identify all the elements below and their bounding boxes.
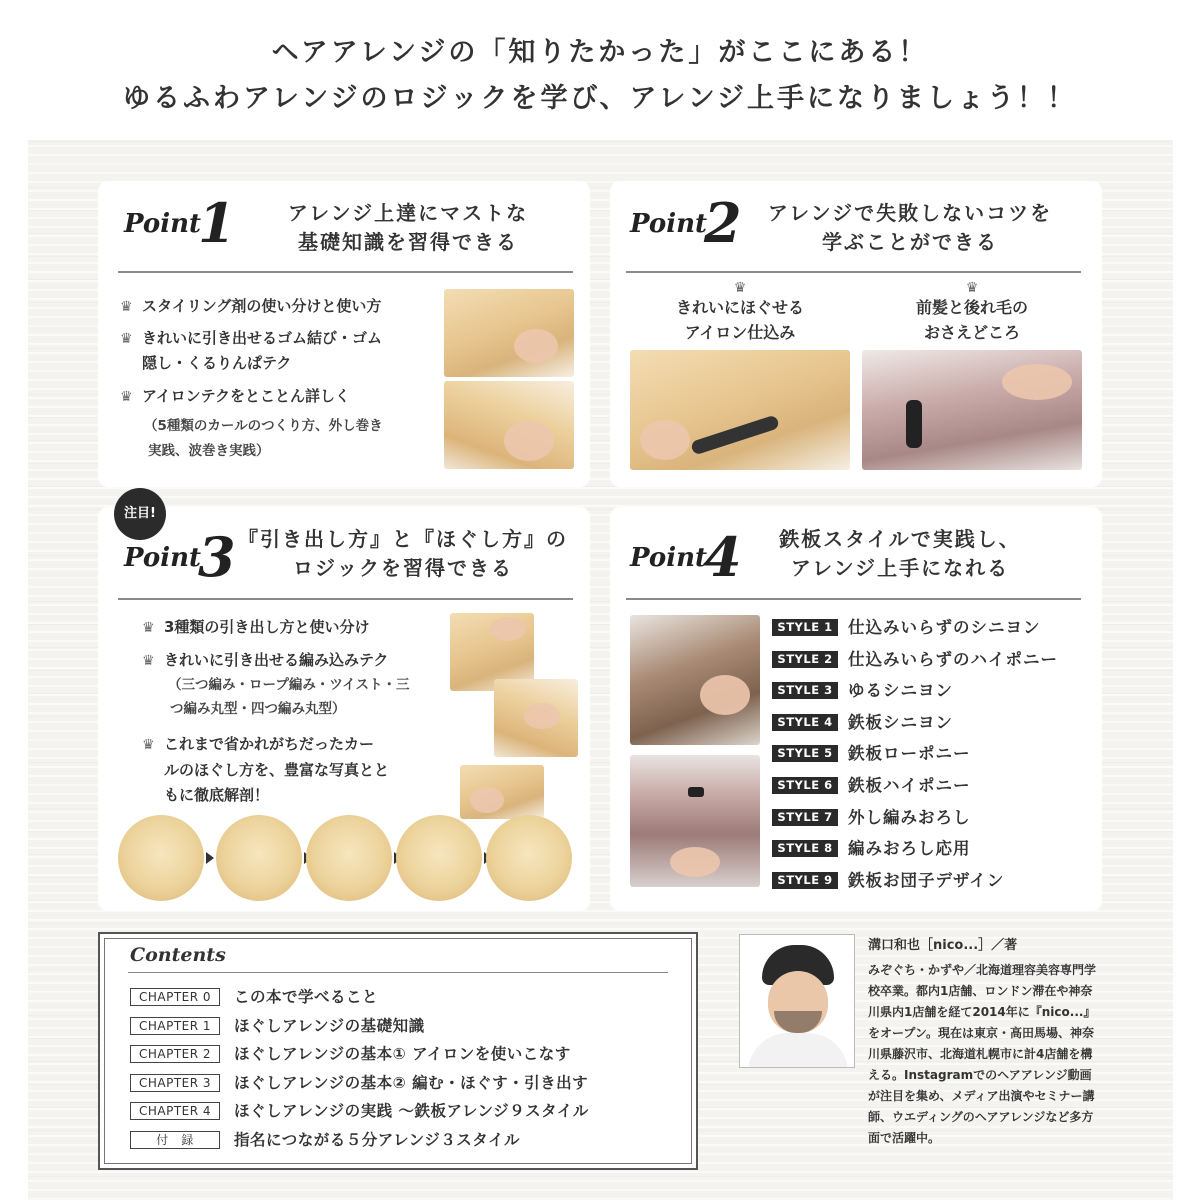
arrow-right-icon [206,852,214,864]
point-3-item-1 [142,615,369,641]
point-2-photo-iron [630,350,850,470]
crown-icon: ♛ [120,331,133,347]
step-photo-4 [396,815,482,901]
hand-shape [640,420,690,460]
point-2-subhead-left [630,281,850,345]
style-tag: STYLE 6 [772,777,838,794]
step-photo-3 [306,815,392,901]
point-4-title [740,525,1060,583]
point-3-rule [118,598,573,600]
hand-shape [514,329,558,363]
point-2-number: 2 [704,191,742,255]
style-tag: STYLE 9 [772,872,838,889]
point-1-note-2: 実践、波巻き実践） [148,443,270,459]
style-tag: STYLE 2 [772,651,838,668]
crown-icon: ♛ [965,280,979,296]
point-3-item-2 [142,648,388,674]
point-1-card [98,181,590,487]
chapter-tag: CHAPTER 2 [130,1045,220,1063]
contents-box [98,932,698,1170]
point-1-item-2-cont: 隠し・くるりんぱテク [142,354,292,372]
contents-title: Contents [130,944,226,966]
point-3-title-line-2: ロジックを習得できる [293,556,513,580]
style-name: 鉄板ローポニー [848,744,971,764]
point-1-photo-ponytail [444,289,574,377]
point-3-note-1: （三つ編み・ロープ編み・ツイスト・三 [168,677,410,693]
point-4-rule [626,598,1081,600]
attention-badge: 注目! [114,488,166,540]
chapter-tag: CHAPTER 1 [130,1017,220,1035]
point-2-subhead-right-line-2: おさえどころ [923,323,1020,342]
point-3-item-3 [142,732,374,758]
style-name: 鉄板シニヨン [848,712,953,732]
point-1-item-3 [120,384,350,410]
crown-icon: ♛ [142,737,155,753]
hand-shape [470,787,504,813]
headline [0,30,1200,122]
point-1-item-2-text: きれいに引き出せるゴム結び・ゴム [142,329,383,347]
author-name: 溝口和也［nico...］／著 [868,938,1018,953]
hand-shape [490,617,526,641]
point-2-subhead-left-line-1: きれいにほぐせる [675,298,804,317]
hand-shape [700,675,750,715]
point-1-item-1 [120,294,381,320]
point-3-item-3-cont-2: もに徹底解剖！ [164,786,270,804]
point-3-item-2-text: きれいに引き出せる編み込みテク [164,651,389,669]
point-1-header [98,181,590,273]
point-1-photo-hands [444,381,574,469]
hand-shape [524,703,560,729]
hand-shape [504,421,554,461]
chapter-name: この本で学べること [234,988,379,1006]
point-1-title [238,199,578,257]
crown-icon: ♛ [142,653,155,669]
style-tag: STYLE 3 [772,682,838,699]
point-3-header [98,507,590,599]
point-3-title [228,525,578,583]
crown-icon: ♛ [733,280,747,296]
point-1-item-3-text: アイロンテクをとことん詳しく [142,387,351,405]
hand-shape [1002,364,1072,400]
point-1-title-line-2: 基礎知識を習得できる [298,230,518,254]
crown-icon: ♛ [142,620,155,636]
chapter-tag: CHAPTER 4 [130,1102,220,1120]
point-1-number: 1 [198,191,236,255]
point-3-item-1-text: 3種類の引き出し方と使い分け [164,618,370,636]
point-3-photo-3 [460,765,544,819]
crown-icon: ♛ [120,299,133,315]
step-photo-1 [118,815,204,901]
point-3-number: 3 [198,525,236,589]
style-tag: STYLE 8 [772,840,838,857]
point-2-title-line-2: 学ぶことができる [822,230,998,254]
style-name: 外し編みおろし [848,807,971,827]
point-4-photo-updo [630,615,760,745]
author-bio: みぞぐち・かずや／北海道理容美容専門学校卒業。都内1店舗、ロンドン滞在や神奈川県内1店舗を経て2014年に『nico...』をオープン。現在は東京・高田馬場、神奈川県藤沢市、北海道札幌市に計4店舗を構える。Instagramでのヘアアレンジ動画が注目を集め、メディア出演やセミナー講師、ウエディングのヘアアレンジなど多方面で活躍中。 [868,963,1097,1145]
step-photo-2 [216,815,302,901]
style-tag: STYLE 4 [772,714,838,731]
chapter-name: ほぐしアレンジの基本① アイロンを使いこなす [234,1045,571,1064]
crown-icon: ♛ [120,389,133,405]
hair-tie-shape [688,787,704,797]
point-3-item-3-cont-1: ルのほぐし方を、豊富な写真とと [164,761,390,779]
contents-rule [128,972,668,973]
point-3-photo-2 [494,679,578,757]
point-3-note-2: つ編み丸型・四つ編み丸型） [170,701,346,717]
point-1-item-1-text: スタイリング剤の使い分けと使い方 [142,297,382,315]
point-3-card [98,507,590,911]
headline-line-2: ゆるふわアレンジのロジックを学び、アレンジ上手になりましょう！！ [122,83,1078,114]
point-2-subhead-left-line-2: アイロン仕込み [684,323,796,342]
point-1-note-1: （5種類のカールのつくり方、外し巻き [144,418,383,434]
style-tag: STYLE 5 [772,745,838,762]
point-2-subhead-right-line-1: 前髪と後れ毛の [915,298,1028,317]
chapter-tag: CHAPTER 0 [130,988,220,1006]
point-1-rule [118,271,573,273]
style-tag: STYLE 1 [772,619,838,636]
point-2-label: Point [630,209,707,239]
chapter-name: ほぐしアレンジの実践 ～鉄板アレンジ９スタイル [234,1102,589,1121]
style-name: 鉄板お団子デザイン [848,870,1005,890]
author-photo [739,934,855,1068]
chapter-tag: CHAPTER 3 [130,1074,220,1092]
style-name: ゆるシニヨン [848,681,953,701]
point-4-header [610,507,1102,599]
author-beard-shape [774,1011,822,1033]
curling-iron-shape [690,414,780,455]
point-3-item-3-text: これまで省かれがちだったカー [164,735,375,753]
hair-clip-shape [906,400,922,448]
point-4-label: Point [630,543,707,573]
point-4-title-line-1: 鉄板スタイルで実践し、 [779,527,1021,551]
point-3-title-line-1: 『引き出し方』と『ほぐし方』の [238,527,568,551]
step-photo-5 [486,815,572,901]
style-name: 仕込みいらずのハイポニー [848,649,1058,669]
point-4-title-line-2: アレンジ上手になれる [790,556,1010,580]
style-name: 編みおろし応用 [848,839,971,859]
point-3-label: Point [124,543,201,573]
chapter-name: 指名につながる５分アレンジ３スタイル [234,1131,520,1149]
point-2-title-line-1: アレンジで失敗しないコツを [767,201,1053,225]
chapter-name: ほぐしアレンジの基礎知識 [234,1016,425,1035]
point-2-title [730,199,1090,257]
hand-shape [670,847,720,877]
style-name: 仕込みいらずのシニヨン [848,618,1041,637]
point-4-number: 4 [704,525,742,589]
point-2-header [610,181,1102,273]
chapter-name: ほぐしアレンジの基本② 編む・ほぐす・引き出す [234,1073,589,1092]
chapter-tag: 付 録 [130,1131,220,1149]
point-1-title-line-1: アレンジ上達にマストな [287,201,529,225]
point-1-label: Point [124,209,201,239]
point-4-photo-braid [630,755,760,887]
style-tag: STYLE 7 [772,809,838,826]
style-name: 鉄板ハイポニー [848,776,971,795]
point-2-subhead-right [862,281,1082,345]
point-2-rule [626,271,1081,273]
point-1-item-2 [120,326,382,352]
point-2-card [610,181,1102,487]
point-2-photo-bangs [862,350,1082,470]
author-shirt-shape [748,1033,848,1068]
headline-line-1: ヘアアレンジの「知りたかった」がここにある！ [271,37,929,68]
